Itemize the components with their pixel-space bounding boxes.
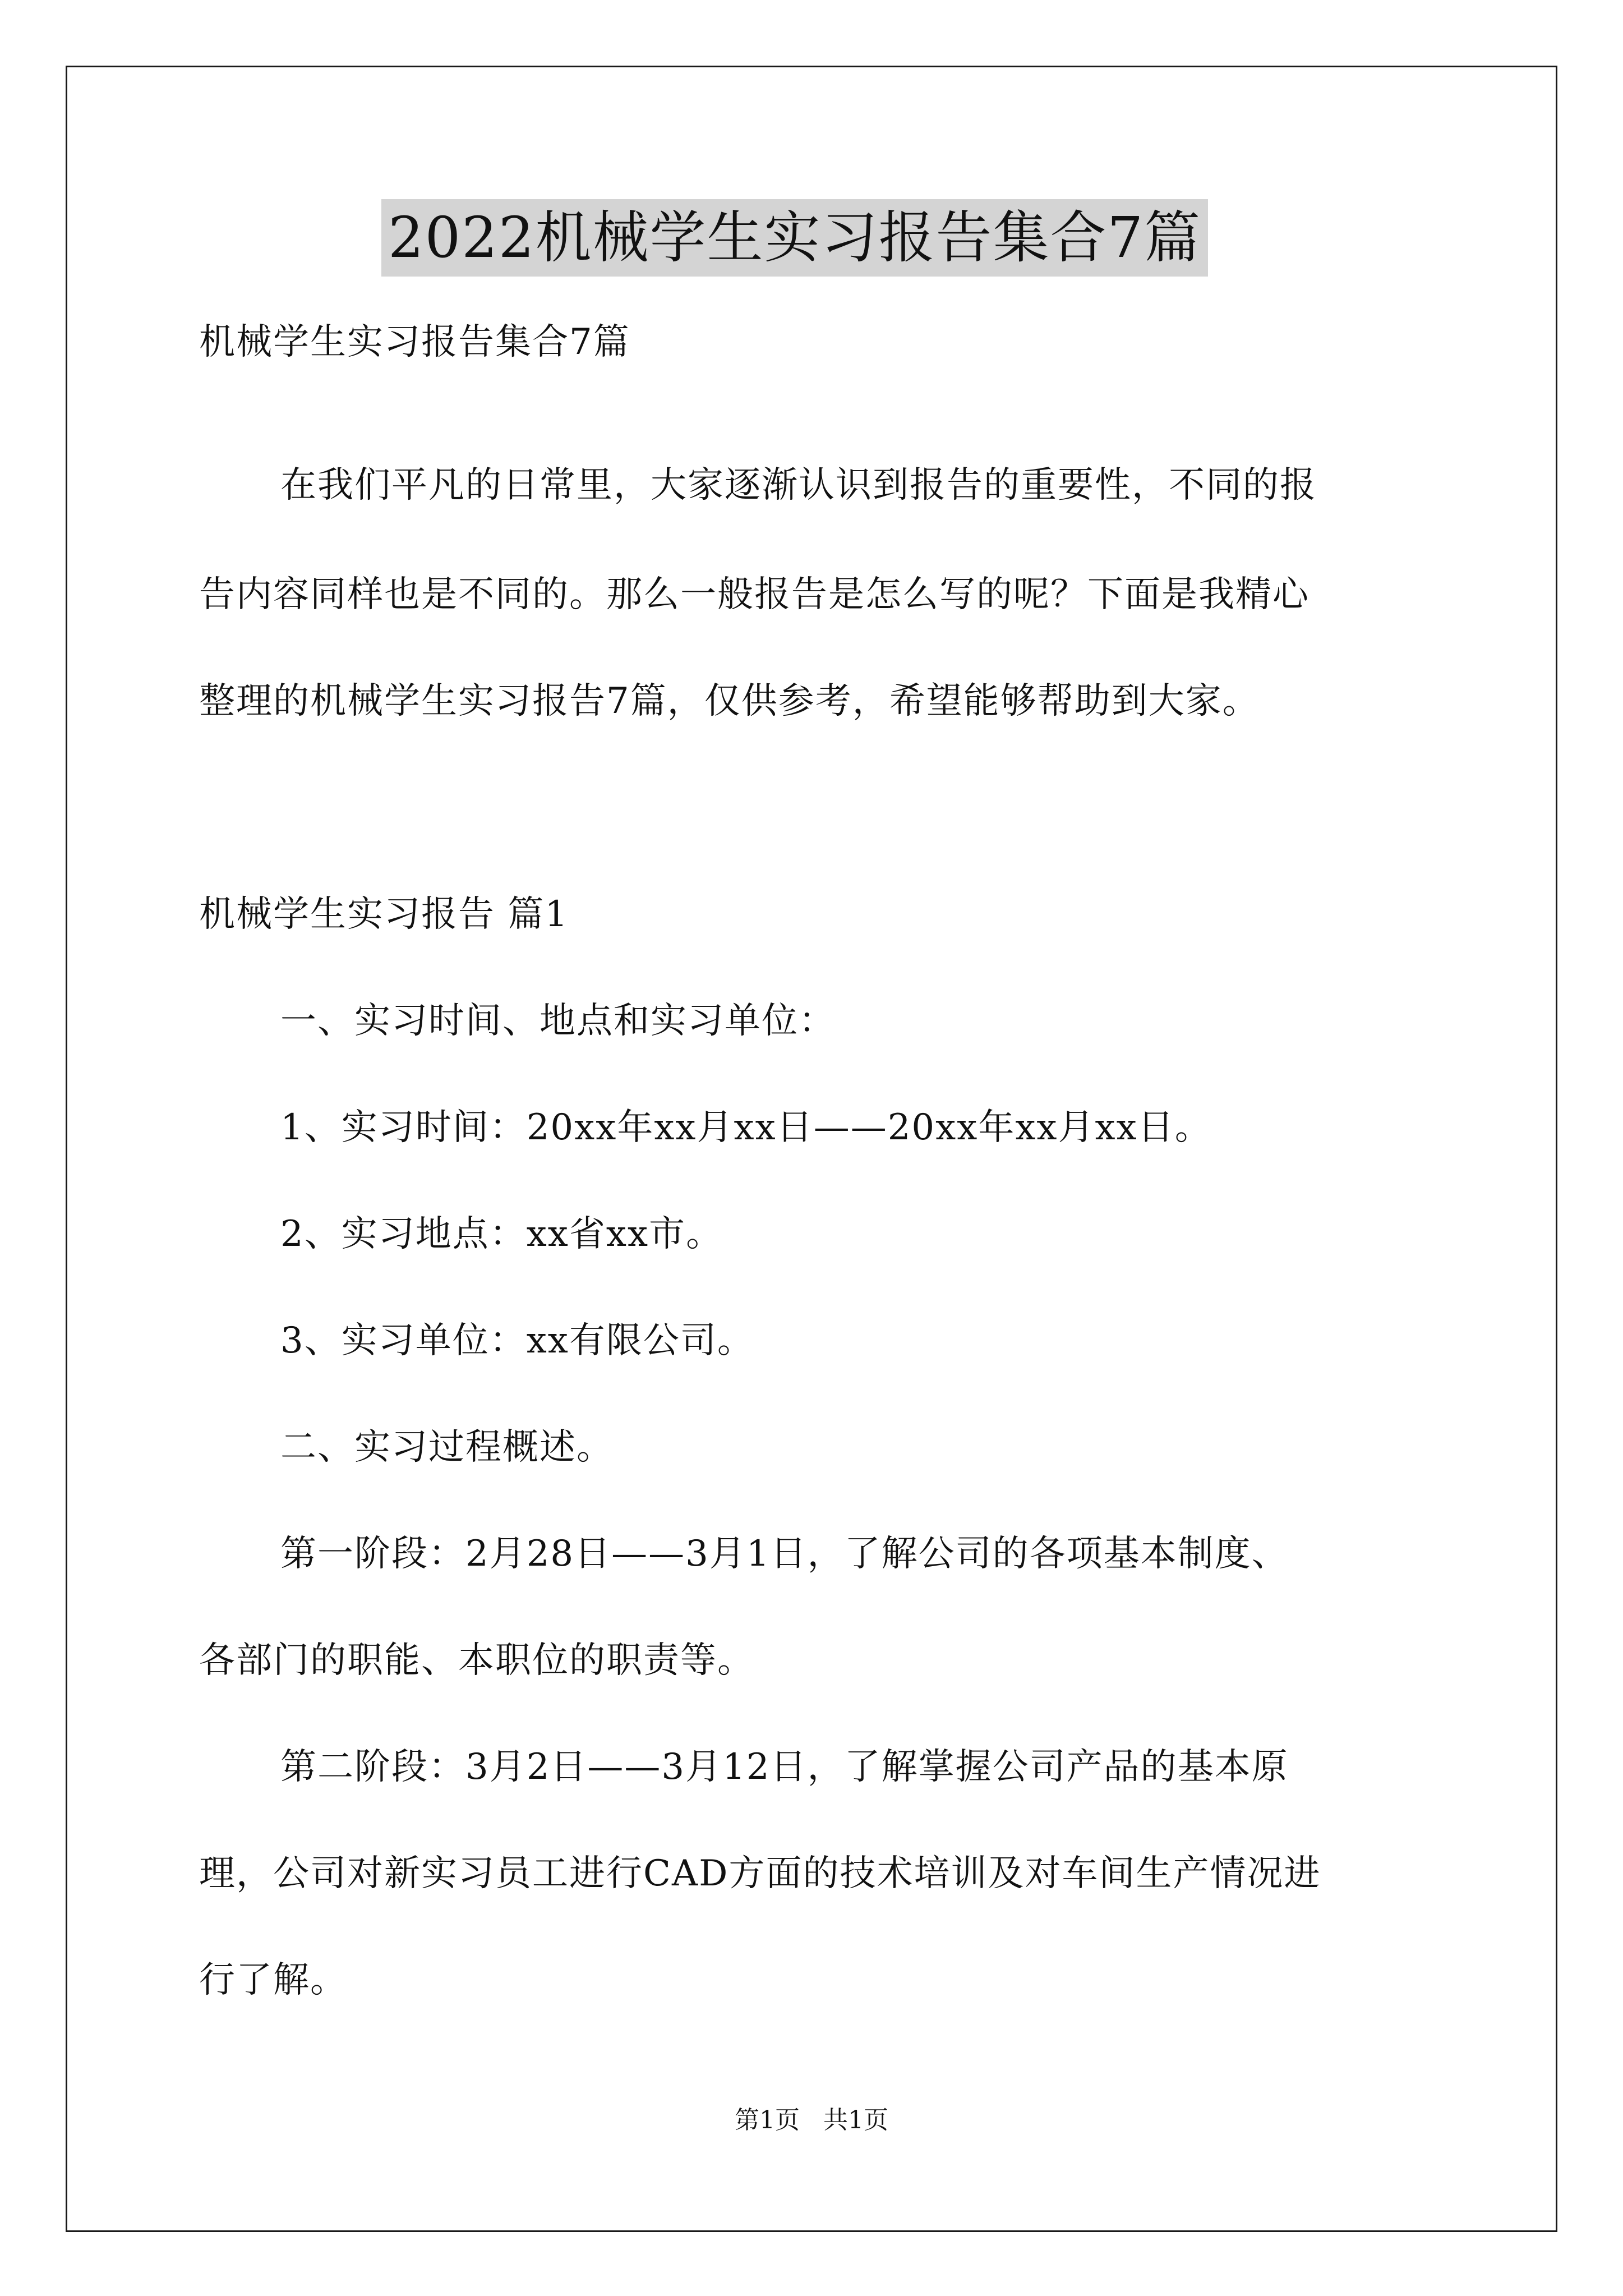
- paragraph-line: 各部门的职能、本职位的职责等。: [199, 1640, 754, 1681]
- paragraph-line: 理，公司对新实习员工进行CAD方面的技术培训及对车间生产情况进: [199, 1853, 1321, 1894]
- intro-line-1: 在我们平凡的日常里，大家逐渐认识到报告的重要性，不同的报: [280, 464, 1317, 506]
- section-heading: 机械学生实习报告 篇1: [199, 894, 569, 935]
- document-title: 2022机械学生实习报告集合7篇: [381, 199, 1208, 277]
- page-footer: 第1页 共1页: [735, 2106, 888, 2134]
- paragraph-line: 3、实习单位：xx有限公司。: [280, 1320, 754, 1361]
- paragraph-line: 第一阶段：2月28日——3月1日，了解公司的各项基本制度、: [280, 1533, 1289, 1575]
- paragraph-line: 一、实习时间、地点和实习单位：: [280, 1000, 836, 1042]
- paragraph-line: 二、实习过程概述。: [280, 1427, 614, 1468]
- intro-line-3: 整理的机械学生实习报告7篇，仅供参考，希望能够帮助到大家。: [199, 680, 1260, 722]
- paragraph-line: 行了解。: [199, 1959, 347, 2001]
- paragraph-line: 2、实习地点：xx省xx市。: [280, 1213, 723, 1255]
- paragraph-line: 第二阶段：3月2日——3月12日，了解掌握公司产品的基本原: [280, 1746, 1289, 1788]
- document-subtitle: 机械学生实习报告集合7篇: [199, 321, 630, 363]
- paragraph-line: 1、实习时间：20xx年xx月xx日——20xx年xx月xx日。: [280, 1107, 1212, 1148]
- intro-line-2: 告内容同样也是不同的。那么一般报告是怎么写的呢？下面是我精心: [199, 574, 1310, 615]
